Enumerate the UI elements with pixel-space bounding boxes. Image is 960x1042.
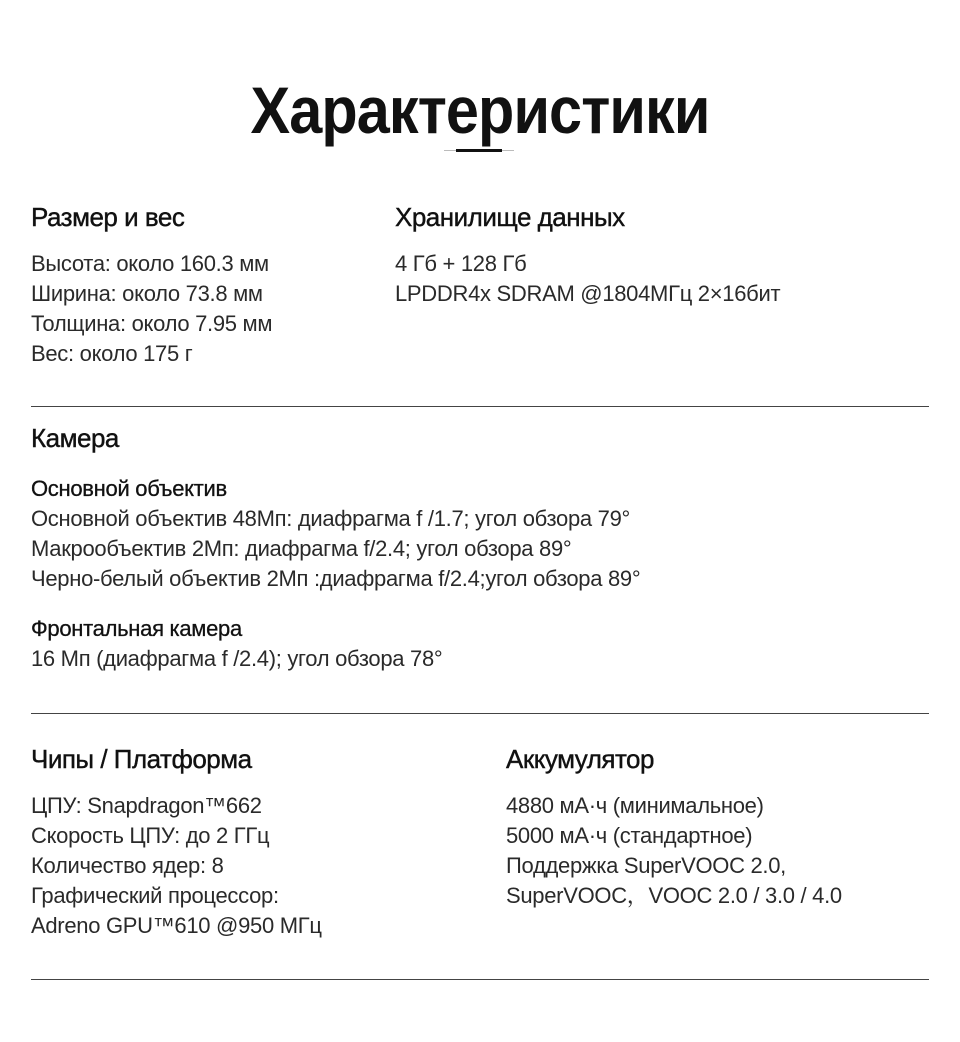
battery-section (506, 744, 842, 911)
platform-heading: Чипы / Платформа (31, 744, 252, 774)
main-camera-line: Черно-белый объектив 2Мп :диафрагма f/2.4;угол обзора 89° (31, 566, 641, 591)
title-underline-thick (456, 149, 502, 152)
main-camera-block (31, 474, 640, 594)
size-weight-section (31, 202, 272, 369)
size-weight-line: Высота: около 160.3 мм (31, 251, 269, 276)
size-weight-list (31, 249, 272, 369)
divider (31, 979, 929, 980)
storage-heading: Хранилище данных (395, 202, 625, 232)
platform-line: ЦПУ: Snapdragon™662 (31, 793, 262, 818)
size-weight-line: Ширина: около 73.8 мм (31, 281, 263, 306)
size-weight-line: Толщина: около 7.95 мм (31, 311, 273, 336)
platform-line: Количество ядер: 8 (31, 853, 224, 878)
storage-line: 4 Гб + 128 Гб (395, 251, 527, 276)
main-camera-line: Макрообъектив 2Мп: диафрагма f/2.4; угол обзора 89° (31, 536, 572, 561)
main-camera-list (31, 504, 640, 594)
platform-list (31, 791, 322, 941)
size-weight-heading: Размер и вес (31, 202, 185, 232)
camera-heading: Камера (31, 423, 119, 453)
size-weight-line: Вес: около 175 г (31, 341, 193, 366)
battery-line: SuperVOOC，VOOC 2.0 / 3.0 / 4.0 (506, 883, 842, 908)
camera-section (31, 423, 640, 674)
main-camera-line: Основной объектив 48Мп: диафрагма f /1.7; угол обзора 79° (31, 506, 631, 531)
battery-line: 4880 мА·ч (минимальное) (506, 793, 764, 818)
front-camera-line: 16 Мп (диафрагма f /2.4); угол обзора 78° (31, 646, 443, 671)
battery-list (506, 791, 842, 911)
front-camera-subheading: Фронтальная камера (31, 616, 242, 641)
battery-line: Поддержка SuperVOOC 2.0, (506, 853, 786, 878)
battery-heading: Аккумулятор (506, 744, 654, 774)
platform-line: Графический процессор: (31, 883, 279, 908)
platform-line: Adreno GPU™610 @950 МГц (31, 913, 322, 938)
battery-line: 5000 мА·ч (стандартное) (506, 823, 753, 848)
divider (31, 406, 929, 407)
front-camera-block (31, 614, 640, 674)
main-camera-subheading: Основной объектив (31, 476, 227, 501)
divider (31, 713, 929, 714)
storage-list (395, 249, 780, 309)
title-underline (444, 149, 514, 152)
platform-section (31, 744, 322, 941)
platform-line: Скорость ЦПУ: до 2 ГГц (31, 823, 270, 848)
page-title: Характеристики (250, 73, 710, 148)
front-camera-list (31, 644, 640, 674)
storage-section (395, 202, 780, 309)
storage-line: LPDDR4x SDRAM @1804МГц 2×16бит (395, 281, 781, 306)
